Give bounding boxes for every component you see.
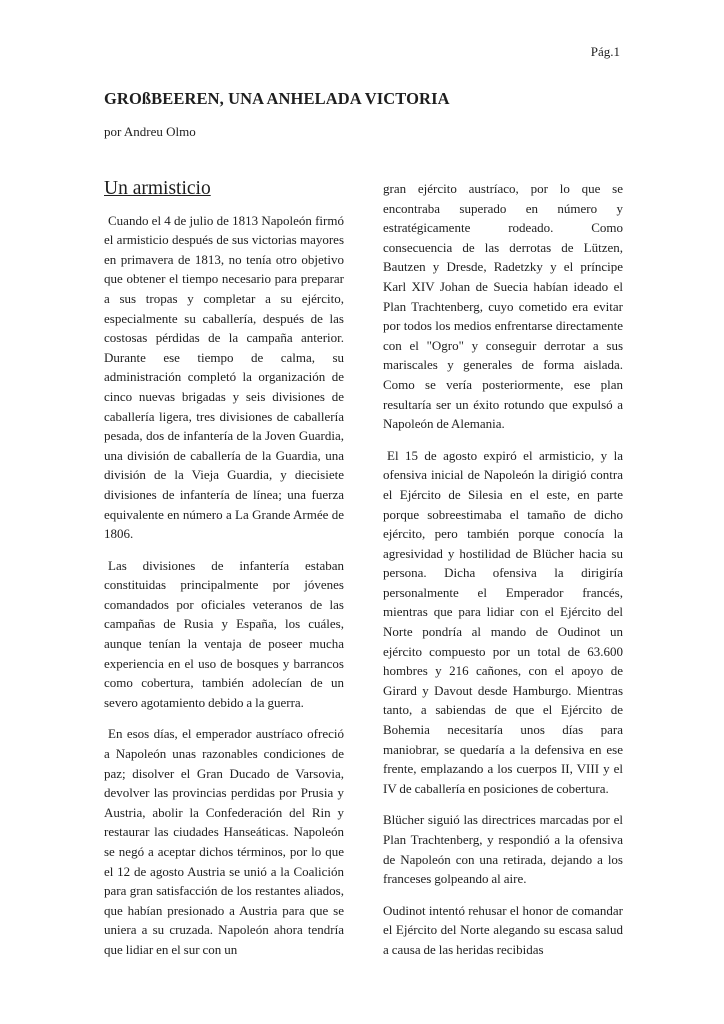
paragraph: El 15 de agosto expiró el armisticio, y la ofensiva inicial de Napoleón la dirigió contra el Ejército de Silesia en el este, en parte porque sobreestimaba el tamaño de dicho ejército, pero también porque conocía la agresividad y hostilidad de Blücher hacia su persona. Dicha ofensiva la dirigiría personalmente el Emperador francés, mientras que para lidiar con el Ejército del Norte pondría al mando de Oudinot un ejército compuesto por un total de 63.600 hombres y 216 cañones, con el apoyo de Girard y Davout desde Hamburgo. Mientras tanto, a sabiendas de que el Ejército de Bohemia necesitaría unos días para maniobrar, se quedaría a la defensiva en ese frente, emplazando a los cuerpos II, VIII y el IV de caballería en posiciones de cobertura. [383, 447, 623, 796]
paragraph: gran ejército austríaco, por lo que se encontraba superado en número y estratégicamente rodeado. Como consecuencia de las derrotas de Lützen, Bautzen y Dresde, Radetzky y el príncipe Karl XIV Johan de Suecia habían ideado el Plan Trachtenberg, cuyo cometido era evitar por todos los medios enfrentarse directamente con el "Ogro" y conseguir derrotar a sus mariscales y generales de forma aislada. Como se vería posteriormente, ese plan resultaría ser un éxito rotundo que expulsó a Napoleón de Alemania. [383, 181, 623, 432]
article-author: por Andreu Olmo [104, 124, 196, 139]
paragraph: Oudinot intentó rehusar el honor de comandar el Ejército del Norte alegando su escasa salud a causa de las heridas recibidas [383, 902, 623, 957]
paragraph: Blücher siguió las directrices marcadas por el Plan Trachtenberg, y respondió a la ofensiva de Napoleón con una retirada, dejando a los franceses golpeando al aire. [383, 812, 623, 887]
paragraph: En esos días, el emperador austríaco ofreció a Napoleón unas razonables condiciones de paz; disolver el Gran Ducado de Varsovia, devolver las provincias perdidas por Prusia y Austria, abolir la Confederación del Rin y restaurar las ciudades Hanseáticas. Napoleón se negó a aceptar dichos términos, por lo que el 12 de agosto Austria se unió a la Coalición para gran satisfacción de los restantes aliados, que habían presionado a Austria para que se uniera a su cruzada. Napoleón ahora tendría que lidiar en el sur con un [104, 726, 344, 957]
left-column [104, 179, 344, 972]
page-number: Pág.1 [590, 44, 620, 59]
article-title: GROßBEEREN, UNA ANHELADA VICTORIA [104, 89, 450, 108]
paragraph: Las divisiones de infantería estaban constituidas principalmente por jóvenes comandados por oficiales veteranos de las campañas de Rusia y España, los cuáles, aunque tenían la ventaja de poseer mucha experiencia en el uso de bosques y barrancos como cobertura, también adolecían de un severo agotamiento debido a la guerra. [104, 557, 344, 710]
section-heading: Un armisticio [104, 178, 211, 199]
right-column [383, 179, 623, 972]
paragraph: Cuando el 4 de julio de 1813 Napoleón firmó el armisticio después de sus victorias mayores en primavera de 1813, no tenía otro objetivo que obtener el tiempo necesario para preparar a sus tropas y completar a su ejército, especialmente su caballería, después de las costosas pérdidas de la campaña anterior. Durante ese tiempo de calma, su administración completó la organización de cinco nuevas brigadas y seis divisiones de caballería ligera, tres divisiones de caballería pesada, dos de infantería de la Joven Guardia, una división de caballería de la Guardia, una división de la Vieja Guardia, y diecisiete divisiones de infantería de línea; una fuerza equivalente en número a La Grande Armée de 1806. [104, 212, 344, 542]
